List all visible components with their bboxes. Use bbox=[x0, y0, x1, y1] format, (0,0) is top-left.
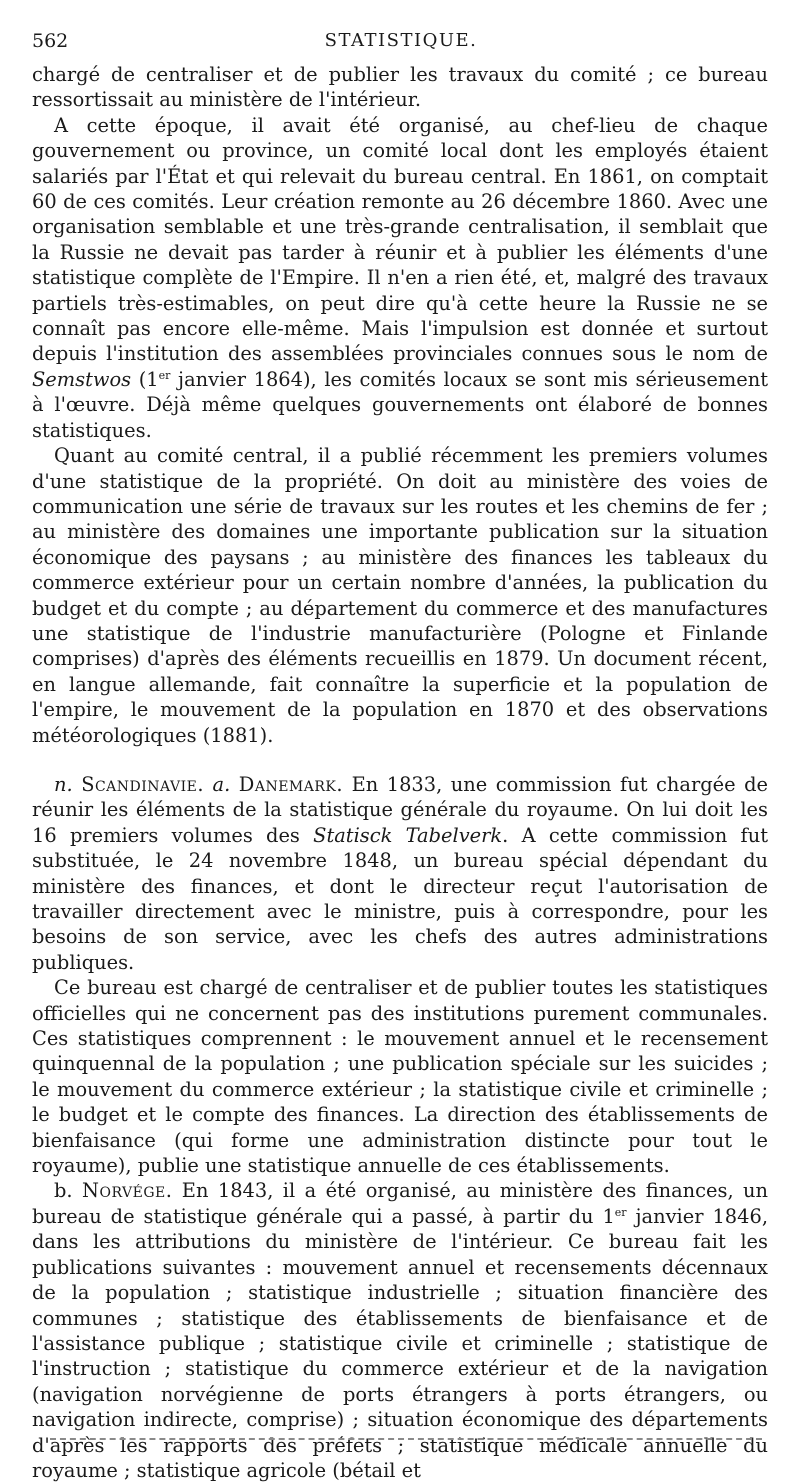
page-header bbox=[32, 30, 770, 56]
section-label: n. bbox=[54, 772, 73, 796]
subsection-label-b: b. bbox=[54, 1179, 73, 1203]
publication-title: Statisck Tabelverk bbox=[313, 823, 503, 847]
running-title: STATISTIQUE. bbox=[324, 30, 478, 51]
subsection-heading-norvege: Norvége. bbox=[82, 1179, 173, 1203]
section-heading-scandinavie: Scandinavie. bbox=[81, 772, 204, 796]
paragraph-central-committee: Quant au comité central, il a publié récemment les premiers volumes d'une statistique de la propriété. On doit au ministère des voies de communication une série de travaux sur les routes et les chemins de fer ; au ministère des domaines une importante publication sur la situation économique des paysans ; au ministère des finances les tableaux du commerce extérieur pour un certain nombre d'années, la publication du budget et du compte ; au département du commerce et des manufactures une statistique de l'industrie manufacturière (Pologne et Finlande comprises) d'après des éléments recueillis en 1879. Un document récent, en langue allemande, fait connaître la superficie et la population de l'empire, le mouvement de la population en 1870 et des observations météorologiques (1881). bbox=[32, 444, 768, 747]
subsection-label: a. bbox=[212, 772, 231, 796]
paragraph-russia-committees: A cette époque, il avait été organisé, au chef-lieu de chaque gouvernement ou province, un comité local dont les employés étaient salariés par l'État et qui relevait du bureau central. En 1861, on comptait 60 de ces comités. Leur création remonte au 26 décembre 1860. Avec une organisation semblable et une très-grande centralisation, il semblait que la Russie ne devait pas tarder à réunir et à publier les éléments d'une statistique complète de l'Empire. Il n'en a rien été, et, malgré des travaux partiels très-estimables, on peut dire qu'à cette heure la Russie ne se connaît pas encore elle-même. Mais l'impulsion est donnée et surtout depuis l'institution des assemblées provinciales connues sous le nom de Semstwos (1er janvier 1864), les comités locaux se sont mis sérieusement à l'œuvre. Déjà même quelques gouvernements ont élaboré de bonnes statistiques. bbox=[32, 113, 768, 442]
paragraph-denmark-bureau: Ce bureau est chargé de centraliser et de publier toutes les statistiques officielles qui ne concernent pas des institutions purement communales. Ces statistiques comprennent : le mouvement annuel et le recensement quinquennal de la population ; une publication spéciale sur les suicides ; le mouvement du commerce extérieur ; la statistique civile et criminelle ; le budget et le compte des finances. La direction des établissements de bienfaisance (qui forme une administration distincte pour tout le royaume), publie une statistique annuelle de ces établissements. bbox=[32, 976, 768, 1178]
page-number: 562 bbox=[32, 30, 69, 52]
semstwos-term: Semstwos bbox=[32, 367, 132, 391]
page-body bbox=[32, 62, 768, 1483]
section-scandinavia-denmark: n. Scandinavie. a. Danemark. En 1833, une commission fut chargée de réunir les éléments de la statistique générale du royaume. On lui doit les 16 premiers volumes des Statisck Tabelverk. A cette commission fut substituée, le 24 novembre 1848, un bureau spécial dépendant du ministère des finances, et dont le directeur reçut l'autorisation de travailler directement avec le ministre, puis à correspondre, pour les besoins de son service, avec les chefs des autres administrations publiques. bbox=[32, 772, 768, 974]
section-norway: b. Norvége. En 1843, il a été organisé, au ministère des finances, un bureau de statistique générale qui a passé, à partir du 1er janvier 1846, dans les attributions du ministère de l'intérieur. Ce bureau fait les publications suivantes : mouvement annuel et recensements décennaux de la population ; statistique industrielle ; situation financière des communes ; statistique des établissements de bienfaisance et de l'assistance publique ; statistique civile et criminelle ; statistique de l'instruction ; statistique du commerce extérieur et de la navigation (navigation norvégienne de ports étrangers à ports étrangers, ou navigation indirecte, comprise) ; situation économique des départements d'après les rapports des préfets ; statistique médicale annuelle du royaume ; statistique agricole (bétail et bbox=[32, 1179, 768, 1482]
footer-rule bbox=[50, 1438, 762, 1440]
paragraph-continuation: chargé de centraliser et de publier les travaux du comité ; ce bureau ressortissait au ministère de l'intérieur. bbox=[32, 63, 768, 112]
subsection-heading-danemark: Danemark. bbox=[238, 772, 344, 796]
